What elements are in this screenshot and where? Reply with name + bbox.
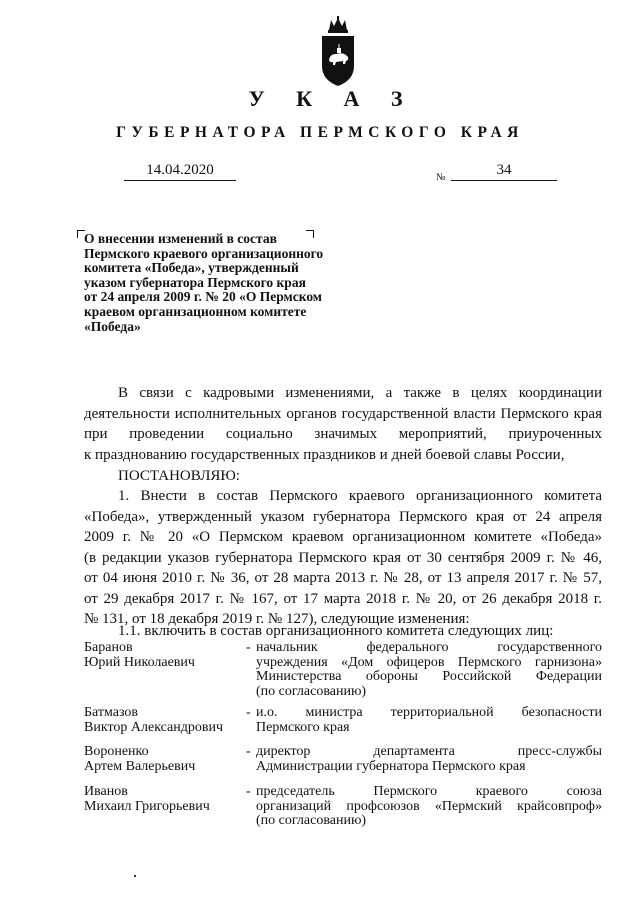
- member-given-names: Виктор Александрович: [84, 719, 224, 735]
- position-line: Министерства обороны Российской Федерации: [256, 669, 602, 684]
- number-label: №: [436, 172, 446, 183]
- position-line: и.о. министра территориальной безопасности: [256, 705, 602, 720]
- preamble-line: при проведении социально значимых мероприятий, приуроченных: [84, 426, 602, 442]
- item-1-1-paragraph: 1.1. включить в состав организационного комитета следующих лиц:: [118, 623, 554, 639]
- member-surname: Иванов: [84, 784, 128, 799]
- position-line: Администрации губернатора Пермского края: [256, 758, 526, 774]
- member-position: [256, 745, 602, 774]
- scan-speck: [134, 875, 136, 877]
- member-surname: Баранов: [84, 640, 133, 655]
- decree-number: 34: [451, 162, 557, 181]
- decree-subject: [84, 232, 374, 334]
- document-issuer: ГУБЕРНАТОРА ПЕРМСКОГО КРАЯ: [116, 124, 524, 141]
- position-line: Пермского края: [256, 719, 350, 735]
- position-line: начальник федерального государственного: [256, 640, 602, 655]
- subject-line: указом губернатора Пермского края: [84, 274, 306, 290]
- member-name: [84, 641, 244, 670]
- position-line: (по согласованию): [256, 813, 367, 828]
- item-1-line: № 131, от 18 декабря 2019 г. № 127), следующие изменения:: [84, 611, 470, 627]
- member-surname: Вороненко: [84, 744, 149, 759]
- position-line: организаций профсоюзов «Пермский крайсовпроф»: [256, 798, 602, 814]
- subject-line: «Победа»: [84, 318, 141, 334]
- subject-line: Пермского краевого организационного: [84, 245, 324, 261]
- member-name: [84, 745, 244, 774]
- member-position: [256, 641, 602, 699]
- member-dash: -: [246, 744, 251, 759]
- preamble-line: к празднованию государственных праздников и дней боевой славы России,: [84, 446, 565, 463]
- position-line: учреждения «Дом офицеров Пермского гарнизона»: [256, 654, 602, 670]
- member-dash: -: [246, 784, 251, 799]
- member-dash: -: [246, 705, 251, 720]
- position-line: директор департамента пресс-службы: [256, 744, 602, 759]
- item-1-line: (в редакции указов губернатора Пермского края от 30 сентября 2009 г. № 46,: [84, 549, 602, 566]
- item-1-line: 2009 г. № 20 «О Пермском краевом организационном комитете «Победа»: [84, 529, 602, 545]
- item-1-paragraph: [84, 486, 602, 630]
- member-given-names: Михаил Григорьевич: [84, 798, 210, 814]
- document-title: У К А З: [248, 86, 416, 111]
- item-1-line: «Победа», утвержденный указом губернатора Пермского края от 24 апреля: [84, 508, 602, 525]
- preamble-paragraph: [84, 383, 602, 465]
- item-1-line: 1. Внести в состав Пермского краевого организационного комитета: [118, 488, 602, 504]
- item-1-line: от 04 июня 2010 г. № 36, от 28 марта 2013 г. № 28, от 13 апреля 2017 г. № 57,: [84, 570, 602, 586]
- subject-line: комитета «Победа», утвержденный: [84, 260, 299, 276]
- member-name: [84, 785, 244, 814]
- item-1-line: от 29 декабря 2017 г. № 167, от 17 марта 2018 г. № 20, от 26 декабря 2018 г.: [84, 590, 602, 607]
- member-position: [256, 785, 602, 829]
- perm-coat-of-arms-icon: [318, 16, 358, 88]
- member-name: [84, 706, 244, 735]
- preamble-line: деятельности исполнительных органов государственной власти Пермского края: [84, 405, 602, 422]
- subject-line: краевом организационном комитете: [84, 303, 307, 319]
- decree-word: ПОСТАНОВЛЯЮ:: [118, 468, 240, 484]
- decree-date: 14.04.2020: [124, 162, 236, 181]
- member-given-names: Артем Валерьевич: [84, 758, 196, 774]
- position-line: председатель Пермского краевого союза: [256, 784, 602, 799]
- subject-line: от 24 апреля 2009 г. № 20 «О Пермском: [84, 289, 323, 305]
- member-dash: -: [246, 640, 251, 655]
- member-given-names: Юрий Николаевич: [84, 654, 195, 670]
- preamble-line: В связи с кадровыми изменениями, а также в целях координации: [118, 385, 602, 401]
- position-line: (по согласованию): [256, 683, 367, 699]
- member-surname: Батмазов: [84, 705, 139, 720]
- member-position: [256, 706, 602, 735]
- subject-line: О внесении изменений в состав: [84, 231, 277, 246]
